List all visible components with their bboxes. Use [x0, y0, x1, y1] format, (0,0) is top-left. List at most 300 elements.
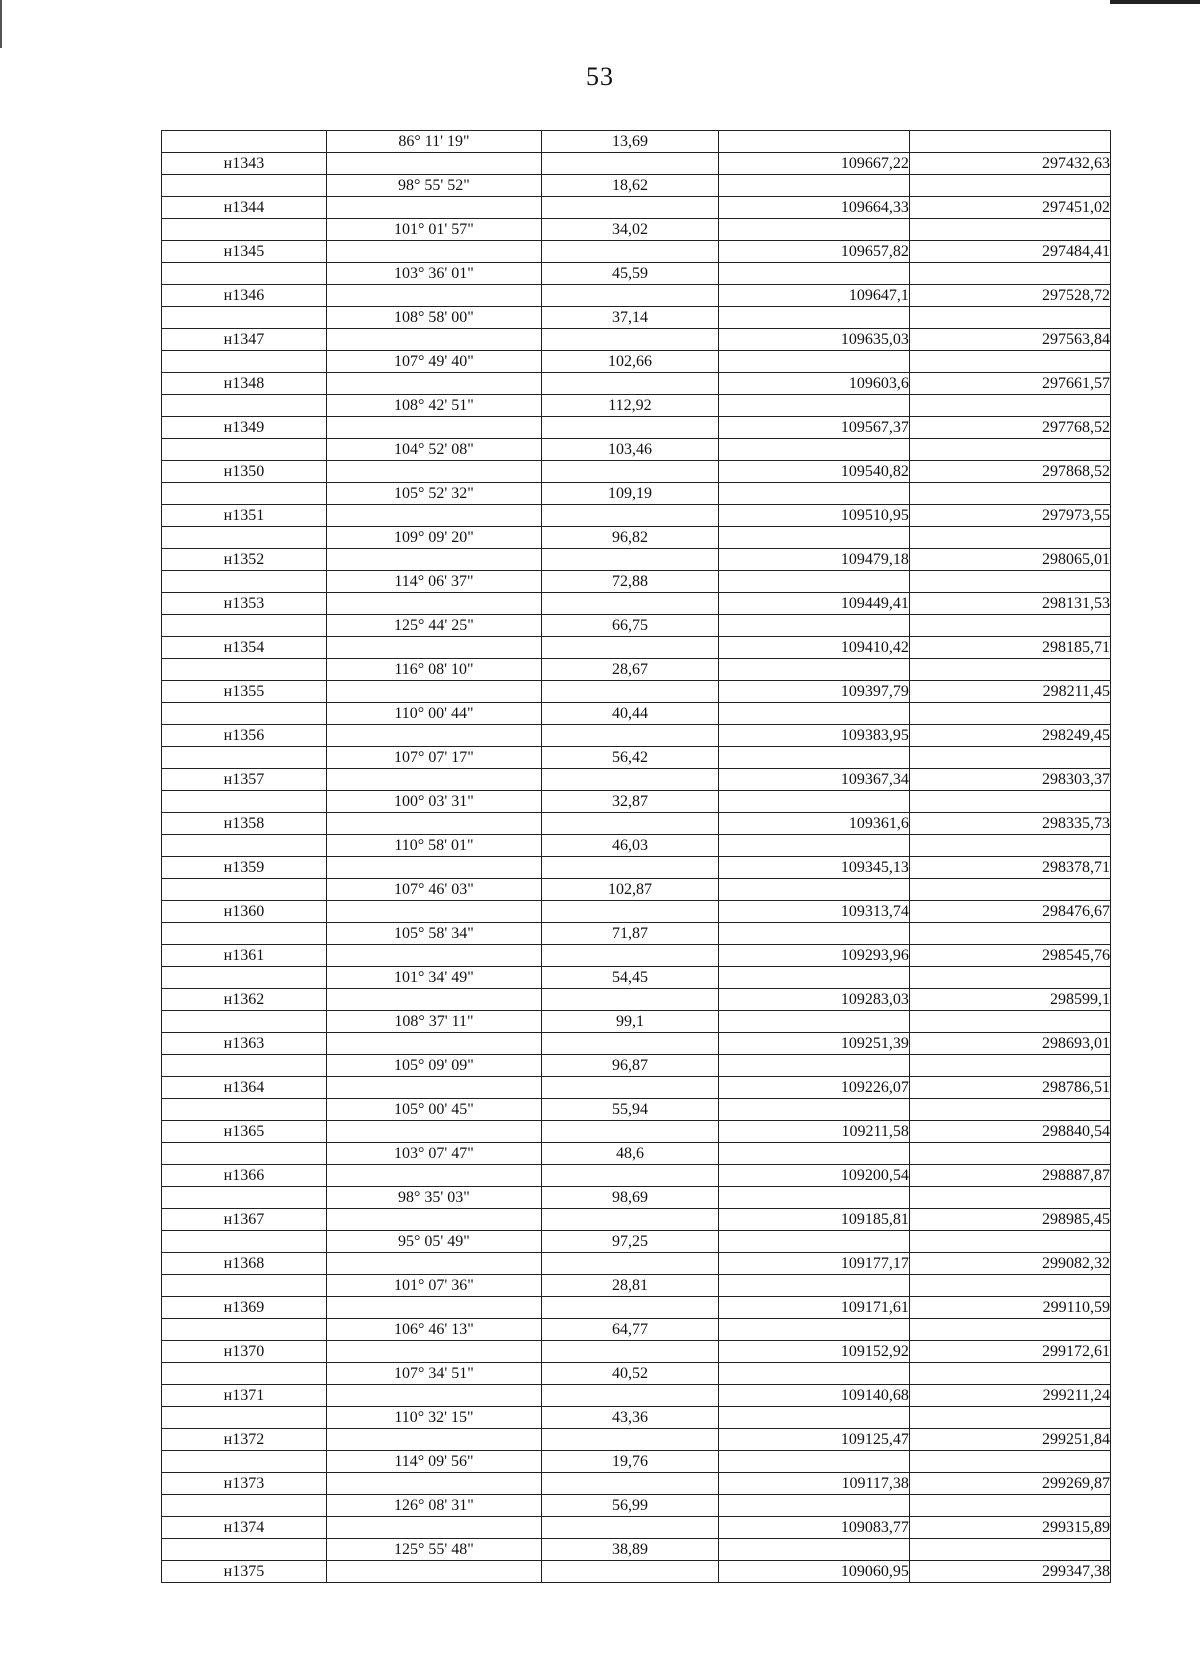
direction-angle: 105° 00' 45" [326, 1099, 541, 1121]
point-name: н1373 [162, 1473, 327, 1495]
empty-cell [541, 373, 718, 395]
empty-cell [326, 857, 541, 879]
coordinate-x: 109293,96 [718, 945, 909, 967]
segment-row [162, 1099, 1111, 1121]
coordinate-x: 109251,39 [718, 1033, 909, 1055]
point-name: н1349 [162, 417, 327, 439]
empty-cell [541, 989, 718, 1011]
direction-angle: 107° 49' 40" [326, 351, 541, 373]
coordinate-x: 109367,34 [718, 769, 909, 791]
coordinate-y: 298303,37 [909, 769, 1110, 791]
empty-cell [718, 1495, 909, 1517]
empty-cell [162, 1363, 327, 1385]
coordinate-y: 298211,45 [909, 681, 1110, 703]
coordinate-y: 298476,67 [909, 901, 1110, 923]
empty-cell [541, 285, 718, 307]
segment-length: 66,75 [541, 615, 718, 637]
empty-cell [909, 1407, 1110, 1429]
empty-cell [162, 439, 327, 461]
empty-cell [326, 1561, 541, 1583]
empty-cell [162, 131, 327, 153]
direction-angle: 95° 05' 49" [326, 1231, 541, 1253]
segment-row [162, 967, 1111, 989]
empty-cell [326, 1297, 541, 1319]
point-row [162, 505, 1111, 527]
segment-row [162, 1143, 1111, 1165]
empty-cell [909, 791, 1110, 813]
coordinate-x: 109667,22 [718, 153, 909, 175]
empty-cell [162, 967, 327, 989]
empty-cell [718, 1187, 909, 1209]
empty-cell [162, 747, 327, 769]
coordinate-x: 109603,6 [718, 373, 909, 395]
empty-cell [909, 967, 1110, 989]
point-row [162, 681, 1111, 703]
point-row [162, 1517, 1111, 1539]
empty-cell [162, 659, 327, 681]
empty-cell [326, 461, 541, 483]
empty-cell [909, 439, 1110, 461]
coordinate-x: 109383,95 [718, 725, 909, 747]
segment-length: 28,67 [541, 659, 718, 681]
empty-cell [909, 1143, 1110, 1165]
empty-cell [718, 835, 909, 857]
empty-cell [909, 659, 1110, 681]
empty-cell [718, 791, 909, 813]
coordinate-x: 109117,38 [718, 1473, 909, 1495]
direction-angle: 108° 58' 00" [326, 307, 541, 329]
direction-angle: 114° 06' 37" [326, 571, 541, 593]
empty-cell [909, 351, 1110, 373]
empty-cell [909, 307, 1110, 329]
coordinate-x: 109083,77 [718, 1517, 909, 1539]
empty-cell [162, 1011, 327, 1033]
point-row [162, 1297, 1111, 1319]
scan-edge-mark [1110, 0, 1200, 4]
empty-cell [326, 549, 541, 571]
segment-row [162, 1539, 1111, 1561]
empty-cell [718, 615, 909, 637]
empty-cell [326, 1253, 541, 1275]
empty-cell [326, 1473, 541, 1495]
coordinate-y: 297451,02 [909, 197, 1110, 219]
page-number: 53 [586, 62, 614, 91]
segment-row [162, 615, 1111, 637]
point-row [162, 241, 1111, 263]
direction-angle: 104° 52' 08" [326, 439, 541, 461]
segment-length: 97,25 [541, 1231, 718, 1253]
segment-length: 48,6 [541, 1143, 718, 1165]
empty-cell [718, 1539, 909, 1561]
empty-cell [326, 1209, 541, 1231]
direction-angle: 101° 07' 36" [326, 1275, 541, 1297]
empty-cell [326, 769, 541, 791]
point-row [162, 769, 1111, 791]
point-row [162, 1209, 1111, 1231]
direction-angle: 98° 35' 03" [326, 1187, 541, 1209]
empty-cell [541, 1253, 718, 1275]
point-name: н1366 [162, 1165, 327, 1187]
coordinate-y: 298335,73 [909, 813, 1110, 835]
point-name: н1368 [162, 1253, 327, 1275]
point-name: н1347 [162, 329, 327, 351]
coordinate-x: 109397,79 [718, 681, 909, 703]
direction-angle: 109° 09' 20" [326, 527, 541, 549]
segment-row [162, 879, 1111, 901]
coordinate-x: 109125,47 [718, 1429, 909, 1451]
segment-row [162, 1055, 1111, 1077]
empty-cell [541, 153, 718, 175]
empty-cell [541, 1473, 718, 1495]
empty-cell [541, 1429, 718, 1451]
segment-row [162, 659, 1111, 681]
empty-cell [718, 703, 909, 725]
empty-cell [326, 1517, 541, 1539]
segment-length: 40,44 [541, 703, 718, 725]
empty-cell [718, 1011, 909, 1033]
empty-cell [541, 241, 718, 263]
empty-cell [909, 483, 1110, 505]
point-row [162, 1077, 1111, 1099]
segment-length: 103,46 [541, 439, 718, 461]
empty-cell [909, 1319, 1110, 1341]
empty-cell [162, 923, 327, 945]
segment-length: 99,1 [541, 1011, 718, 1033]
point-row [162, 197, 1111, 219]
empty-cell [718, 263, 909, 285]
coordinate-y: 299211,24 [909, 1385, 1110, 1407]
empty-cell [326, 1385, 541, 1407]
point-name: н1372 [162, 1429, 327, 1451]
direction-angle: 103° 07' 47" [326, 1143, 541, 1165]
empty-cell [541, 1033, 718, 1055]
point-row [162, 857, 1111, 879]
empty-cell [326, 1121, 541, 1143]
coordinate-y: 299251,84 [909, 1429, 1110, 1451]
segment-length: 13,69 [541, 131, 718, 153]
coordinate-y: 297528,72 [909, 285, 1110, 307]
coordinate-y: 298887,87 [909, 1165, 1110, 1187]
direction-angle: 98° 55' 52" [326, 175, 541, 197]
segment-length: 102,87 [541, 879, 718, 901]
point-name: н1352 [162, 549, 327, 571]
segment-row [162, 1231, 1111, 1253]
point-name: н1365 [162, 1121, 327, 1143]
segment-length: 34,02 [541, 219, 718, 241]
empty-cell [326, 1429, 541, 1451]
empty-cell [718, 747, 909, 769]
segment-row [162, 1407, 1111, 1429]
empty-cell [909, 1363, 1110, 1385]
direction-angle: 116° 08' 10" [326, 659, 541, 681]
segment-length: 54,45 [541, 967, 718, 989]
segment-length: 56,99 [541, 1495, 718, 1517]
empty-cell [541, 1121, 718, 1143]
empty-cell [718, 571, 909, 593]
point-name: н1348 [162, 373, 327, 395]
point-row [162, 549, 1111, 571]
empty-cell [162, 1055, 327, 1077]
empty-cell [162, 395, 327, 417]
direction-angle: 107° 07' 17" [326, 747, 541, 769]
empty-cell [909, 219, 1110, 241]
empty-cell [326, 1033, 541, 1055]
direction-angle: 108° 37' 11" [326, 1011, 541, 1033]
direction-angle: 107° 34' 51" [326, 1363, 541, 1385]
segment-row [162, 1363, 1111, 1385]
segment-row [162, 395, 1111, 417]
coordinate-y: 298985,45 [909, 1209, 1110, 1231]
empty-cell [326, 417, 541, 439]
empty-cell [326, 285, 541, 307]
segment-length: 64,77 [541, 1319, 718, 1341]
point-name: н1375 [162, 1561, 327, 1583]
point-row [162, 901, 1111, 923]
segment-row [162, 131, 1111, 153]
segment-row [162, 923, 1111, 945]
empty-cell [909, 1539, 1110, 1561]
empty-cell [162, 1099, 327, 1121]
empty-cell [541, 1341, 718, 1363]
point-row [162, 813, 1111, 835]
coordinate-x: 109171,61 [718, 1297, 909, 1319]
coordinate-x: 109449,41 [718, 593, 909, 615]
empty-cell [909, 527, 1110, 549]
segment-row [162, 483, 1111, 505]
point-row [162, 153, 1111, 175]
coordinate-y: 297484,41 [909, 241, 1110, 263]
coordinate-y: 297432,63 [909, 153, 1110, 175]
coordinate-y: 299110,59 [909, 1297, 1110, 1319]
coordinates-table-body [162, 131, 1111, 1583]
point-name: н1360 [162, 901, 327, 923]
coordinate-y: 297768,52 [909, 417, 1110, 439]
empty-cell [326, 725, 541, 747]
segment-row [162, 1451, 1111, 1473]
point-row [162, 637, 1111, 659]
segment-length: 56,42 [541, 747, 718, 769]
point-row [162, 329, 1111, 351]
direction-angle: 105° 09' 09" [326, 1055, 541, 1077]
empty-cell [541, 901, 718, 923]
empty-cell [909, 1011, 1110, 1033]
point-row [162, 1561, 1111, 1583]
coordinate-y: 298840,54 [909, 1121, 1110, 1143]
empty-cell [162, 703, 327, 725]
empty-cell [541, 637, 718, 659]
point-name: н1362 [162, 989, 327, 1011]
empty-cell [541, 681, 718, 703]
segment-length: 28,81 [541, 1275, 718, 1297]
empty-cell [718, 351, 909, 373]
empty-cell [162, 263, 327, 285]
empty-cell [909, 923, 1110, 945]
direction-angle: 101° 01' 57" [326, 219, 541, 241]
point-name: н1374 [162, 1517, 327, 1539]
point-name: н1361 [162, 945, 327, 967]
segment-row [162, 1495, 1111, 1517]
direction-angle: 101° 34' 49" [326, 967, 541, 989]
empty-cell [162, 527, 327, 549]
segment-row [162, 307, 1111, 329]
empty-cell [718, 1099, 909, 1121]
empty-cell [326, 153, 541, 175]
segment-length: 37,14 [541, 307, 718, 329]
empty-cell [718, 1451, 909, 1473]
point-name: н1364 [162, 1077, 327, 1099]
empty-cell [541, 945, 718, 967]
empty-cell [326, 989, 541, 1011]
direction-angle: 107° 46' 03" [326, 879, 541, 901]
direction-angle: 86° 11' 19" [326, 131, 541, 153]
empty-cell [162, 1187, 327, 1209]
segment-row [162, 1275, 1111, 1297]
direction-angle: 105° 58' 34" [326, 923, 541, 945]
coordinate-y: 298185,71 [909, 637, 1110, 659]
empty-cell [909, 615, 1110, 637]
coordinate-y: 299269,87 [909, 1473, 1110, 1495]
empty-cell [162, 1319, 327, 1341]
empty-cell [718, 175, 909, 197]
point-name: н1344 [162, 197, 327, 219]
empty-cell [909, 879, 1110, 901]
coordinate-x: 109410,42 [718, 637, 909, 659]
empty-cell [909, 395, 1110, 417]
direction-angle: 110° 00' 44" [326, 703, 541, 725]
segment-length: 109,19 [541, 483, 718, 505]
coordinate-y: 297661,57 [909, 373, 1110, 395]
empty-cell [326, 241, 541, 263]
empty-cell [718, 1231, 909, 1253]
segment-length: 38,89 [541, 1539, 718, 1561]
segment-length: 40,52 [541, 1363, 718, 1385]
coordinate-x: 109345,13 [718, 857, 909, 879]
coordinate-x: 109185,81 [718, 1209, 909, 1231]
point-row [162, 1165, 1111, 1187]
empty-cell [541, 1297, 718, 1319]
coordinates-table [161, 130, 1111, 1583]
empty-cell [162, 1143, 327, 1165]
segment-row [162, 1011, 1111, 1033]
empty-cell [718, 483, 909, 505]
empty-cell [718, 1143, 909, 1165]
empty-cell [718, 1407, 909, 1429]
empty-cell [718, 1055, 909, 1077]
empty-cell [162, 1495, 327, 1517]
segment-length: 45,59 [541, 263, 718, 285]
empty-cell [326, 373, 541, 395]
empty-cell [162, 835, 327, 857]
direction-angle: 100° 03' 31" [326, 791, 541, 813]
point-name: н1350 [162, 461, 327, 483]
coordinate-y: 297973,55 [909, 505, 1110, 527]
direction-angle: 103° 36' 01" [326, 263, 541, 285]
empty-cell [909, 703, 1110, 725]
empty-cell [909, 1231, 1110, 1253]
point-name: н1359 [162, 857, 327, 879]
empty-cell [541, 1517, 718, 1539]
empty-cell [326, 197, 541, 219]
coordinate-x: 109657,82 [718, 241, 909, 263]
direction-angle: 125° 55' 48" [326, 1539, 541, 1561]
empty-cell [162, 219, 327, 241]
empty-cell [909, 1275, 1110, 1297]
segment-length: 43,36 [541, 1407, 718, 1429]
point-row [162, 373, 1111, 395]
segment-length: 98,69 [541, 1187, 718, 1209]
coordinate-x: 109635,03 [718, 329, 909, 351]
point-name: н1363 [162, 1033, 327, 1055]
point-name: н1371 [162, 1385, 327, 1407]
direction-angle: 105° 52' 32" [326, 483, 541, 505]
coordinate-y: 298131,53 [909, 593, 1110, 615]
segment-length: 55,94 [541, 1099, 718, 1121]
empty-cell [326, 593, 541, 615]
empty-cell [909, 1187, 1110, 1209]
empty-cell [541, 1385, 718, 1407]
point-name: н1357 [162, 769, 327, 791]
empty-cell [326, 901, 541, 923]
empty-cell [541, 813, 718, 835]
empty-cell [541, 1209, 718, 1231]
coordinate-x: 109647,1 [718, 285, 909, 307]
empty-cell [909, 1451, 1110, 1473]
empty-cell [718, 395, 909, 417]
empty-cell [718, 659, 909, 681]
empty-cell [162, 1231, 327, 1253]
segment-row [162, 263, 1111, 285]
empty-cell [162, 1407, 327, 1429]
empty-cell [162, 483, 327, 505]
empty-cell [718, 131, 909, 153]
coordinate-x: 109283,03 [718, 989, 909, 1011]
point-name: н1370 [162, 1341, 327, 1363]
empty-cell [541, 1561, 718, 1583]
empty-cell [541, 461, 718, 483]
coordinate-y: 299315,89 [909, 1517, 1110, 1539]
direction-angle: 108° 42' 51" [326, 395, 541, 417]
coordinate-x: 109540,82 [718, 461, 909, 483]
empty-cell [162, 1539, 327, 1561]
scan-edge-mark-left [0, 0, 2, 48]
segment-row [162, 219, 1111, 241]
empty-cell [909, 175, 1110, 197]
empty-cell [541, 593, 718, 615]
empty-cell [718, 923, 909, 945]
coordinate-y: 297868,52 [909, 461, 1110, 483]
empty-cell [162, 615, 327, 637]
coordinate-y: 298065,01 [909, 549, 1110, 571]
empty-cell [162, 1275, 327, 1297]
empty-cell [718, 1319, 909, 1341]
coordinate-x: 109510,95 [718, 505, 909, 527]
segment-row [162, 747, 1111, 769]
empty-cell [326, 505, 541, 527]
empty-cell [718, 439, 909, 461]
coordinate-y: 298786,51 [909, 1077, 1110, 1099]
direction-angle: 125° 44' 25" [326, 615, 541, 637]
segment-row [162, 571, 1111, 593]
coordinate-x: 109140,68 [718, 1385, 909, 1407]
direction-angle: 110° 32' 15" [326, 1407, 541, 1429]
point-row [162, 1429, 1111, 1451]
point-name: н1354 [162, 637, 327, 659]
segment-row [162, 439, 1111, 461]
direction-angle: 106° 46' 13" [326, 1319, 541, 1341]
segment-length: 112,92 [541, 395, 718, 417]
point-name: н1346 [162, 285, 327, 307]
empty-cell [162, 791, 327, 813]
